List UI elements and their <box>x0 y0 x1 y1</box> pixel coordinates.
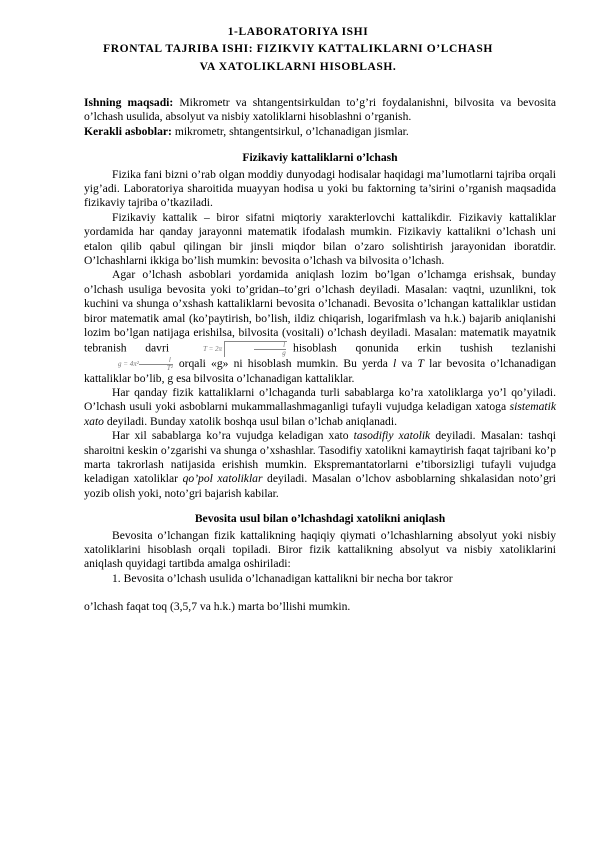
lab-subtitle-line2: VA XATOLIKLARNI HISOBLASH. <box>199 61 397 73</box>
paragraph-text: orqali «g» ni hisoblash mumkin. Bu yerda <box>178 356 394 370</box>
gravity-formula <box>90 357 173 372</box>
document-body <box>84 96 556 615</box>
lab-subtitle <box>0 40 596 76</box>
tools-label: Kerakli asboblar: <box>84 124 172 138</box>
paragraph: Fizikaviy kattalik – biror sifatni miqtoriy xarakterlovchi kattalikdir. Fizikaviy kattaliklar yordamida har qanday jarayonni matematik ifodalash mumkin. Fizikaviy kattalikni o’lchash uni etalon qilib qabul qilingan bir jinsli miqdor bilan o’zaro solishtirish jarayonidan iboratdir. O’lchashlarni ikkiga bo’lish mumkin: bevosita o’lchash va bilvosita o’lchash. <box>84 210 556 268</box>
section-heading-direct-error: Bevosita usul bilan o’lchashdagi xatolikni aniqlash <box>194 512 446 526</box>
term-systematic-error: sistematik xato <box>84 400 556 428</box>
formula-fraction <box>254 342 286 357</box>
paragraph-random-error <box>84 429 556 501</box>
formula-numerator: l <box>254 342 286 350</box>
paragraph-text: deyiladi. Bunday xatolik boshqa usul bilan o’lchab aniqlanadi. <box>103 414 397 428</box>
lab-title: 1-LABORATORIYA ISHI <box>227 26 369 38</box>
paragraph-text: hisoblash qonunida erkin tushish tezlanishi <box>293 341 556 355</box>
formula-lhs: g = 4π² <box>118 359 139 368</box>
paragraph-text: Har qanday fizik kattaliklarni o’lchaganda turli sabablarga ko’ra xatoliklarga yo’l qo’yiladi. O’lchash usuli yoki asboblarni mukammallashmaganligi tufayli vujudga keladigan xatoga <box>84 385 556 414</box>
symbol-T: T <box>417 356 424 370</box>
section-heading-measurement: Fizikaviy kattaliklarni o’lchash <box>242 151 398 165</box>
formula-denominator: T² <box>166 363 173 372</box>
paragraph-text: deyiladi. Masalan o’lchov asboblarning shkalasidan noto’gri yozib olish yoki, noto’gri bajarish kabilar. <box>84 472 557 500</box>
paragraph-text: va <box>396 356 418 370</box>
tools-text: mikrometr, shtangentsirkul, o’lchanadigan jismlar. <box>171 124 409 138</box>
paragraph-text: lar bevosita o’lchanadigan kattaliklar bo’lib, g esa bilvosita o’lchanadigan kattaliklar. <box>84 356 556 385</box>
paragraph: Bevosita o’lchangan fizik kattalikning haqiqiy qiymati o’lchashlarning absolyut yoki nisbiy xatoliklarini hisoblash orqali topiladi. Biror fizik kattalikning absolyut va nisbiy xatoliklarini aniqlash quyidagi tartibda amalga oshiriladi: <box>84 528 556 571</box>
list-item-continuation: o’lchash faqat toq (3,5,7 va h.k.) marta bo’llishi mumkin. <box>84 600 351 614</box>
formula-numerator: l <box>139 357 173 365</box>
paragraph-text: Har xil sabablarga ko’ra vujudga keladigan xato <box>112 429 354 443</box>
symbol-l: l <box>393 356 397 370</box>
spacer <box>84 586 556 600</box>
aim-text: Mikrometr va shtangentsirkuldan to’g’ri foydalanishni, bilvosita va bevosita o’lchash usulida, absolyut va nisbiy xatoliklarni hisoblashni o’rganish. <box>84 96 556 124</box>
term-random-error: tasodifiy xatolik <box>353 429 431 443</box>
paragraph-indirect-measurement <box>84 268 556 385</box>
aim-label: Ishning maqsadi: <box>84 96 174 109</box>
formula-lhs: T = 2π <box>203 344 223 353</box>
sqrt-symbol <box>224 341 287 357</box>
tools-paragraph <box>84 125 556 139</box>
paragraph-text: Agar o’lchash asboblari yordamida aniqlash lozim bo’lgan o’lchamga erishsak, bunday o’lchash usuliga bevosita yoki to’gridan–to’gri o’lchash deyiladi. Masalan: vaqtni, uzunlikni, tok kuchini va shunga o’xshash kattaliklarni bevosita o’lchanadi. Bevosita o’lchangan kattaliklar ustidan biror matematik amal (ko’paytirish, bo’lish, ildiz chiqarish, logarifmlash va h.k.) bajarib aniqlanishi lozim bo’lgan natijaga erishilsa, bilvosita (vositali) o’lchash deyiladi. Masalan: matematik mayatnik tebranish davri <box>84 268 556 355</box>
lab-subtitle-line1: FRONTAL TAJRIBA ISHI: FIZIKVIY KATTALIKLARNI O’LCHASH <box>103 43 493 55</box>
formula-denominator: g <box>282 348 286 357</box>
pendulum-period-formula <box>175 341 287 357</box>
paragraph-systematic-error <box>84 386 556 429</box>
formula-fraction <box>139 357 173 372</box>
paragraph: Fizika fani bizni o’rab olgan moddiy dunyodagi hodisalar haqidagi ma’lumotlarni tajriba orqali yig’adi. Laboratoriya sharoitida muayyan hodisa u yoki bu faktorning ta’sirini o’rganish maqsadida fizikaviy tajriba o’tkaziladi. <box>84 167 556 210</box>
paragraph-text: deyiladi. Masalan: tashqi sharoitni keskin o’zgarishi va shunga o’xshashlar. Tasodifiy xatolikni kamaytirish faqat tajribani ko’p marta takrorlash natijasida erishish mumkin. Ekspremantatorlarni e’tiborsizligi tufayli vujudga keladigan xatoliklar <box>84 429 556 486</box>
aim-paragraph <box>84 96 556 125</box>
term-gross-error: qo’pol xatoliklar <box>182 472 263 486</box>
list-item: 1. Bevosita o’lchash usulida o’lchanadigan kattalikni bir necha bor takror <box>112 571 453 585</box>
